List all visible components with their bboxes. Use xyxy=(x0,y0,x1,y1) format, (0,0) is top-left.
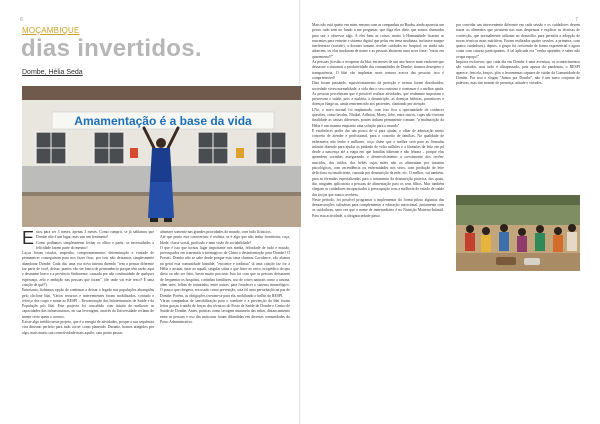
article-paragraph: E estabelecer poder dar um pouco de si para ajudar, o olhar de admiração muito concreto de atender e profissional, para o conceito de famílias. Na qualidade de enfermeira não tenho e milhares, coço chase que o melhor será para as fórmulas infantis dizendo para ajudar os pedindo de volta milhões e a fórmulas de leite em pó desde a nascença até a etapa em que familias hiberam e não lebona – porque elas aprendem sozinhas assegurando o desenvolvimento a crescimento dos recém-nascidos, dos órfãos, dos bebés cujas mães não os alimentam por traumas psicológicos, com ascendência ou enfermidades nos seios, com produção de leite deficitosa ou insuficiente, causada por desnutrição da mãe, etc. O melhor, vai também, para as fórmulas especializadas para o tratamento da desnutrição proteica, dos quais, dar, ninguém aplicatoria a pessoas de alimentação para os seus filhos. Mas também chegam os cuidadores incapacitados à preocupação com a melhoria do estado de saúde das forças que nunca recebem. xyxy=(312,128,444,197)
article-paragraph: Existe algo inédito neste projeto, que é a energia de atividades, porque a sua sequência vira dinismo perfeito para tudo correr como planeado. Durante, homos atingidos por algo, mais muito sua conectividade mais aquilo, caiu ponto passar. xyxy=(22,320,154,335)
page-number-left: 6 xyxy=(20,17,23,23)
article-column-4 xyxy=(456,23,580,87)
article-title: dias invertidos. xyxy=(21,35,202,62)
article-paragraph: Até que ponto este caracterísitc é realista, se é algo que não tenho frontierias, caça, Idade, classe social, profissão e nem visão de sociabilidade? xyxy=(160,235,290,245)
article-paragraph: Laços foram criados, empenho, comprometimento, determinação e vontade de permanecer conseguiram para nos fazer ficar, por isso não deixamos simplesmente abandonar Dombe. Cada dia, uma voz nova interna dizendo "tem o pensar diferente faz parte de você, deixar, pontos vão ser busca de permanência porque têm razão aqui e desmame bravo e a província Sinhorense, causada por não continuidade de qualquer esperança, zelo e ambição nas pessoas que foram". (de onde vai este texto? É uma citação de quê?) xyxy=(22,251,154,287)
article-paragraph: As pessoas já estão a recuperar da Idai, em meses de um ano houve mais enchente que dessastre o sintomas a produtividade das comunidades de Dombe, tiramos desespero e transparência. O Idai vão implantar mais ternura acerca das pessoas, isso é compreensível! xyxy=(312,60,444,80)
article-column-3 xyxy=(312,23,444,219)
article-paragraph: Como podíamos simplesmente fechar os olhos e partir, se necessidades a felicidade fazem parte do mesmo! xyxy=(36,240,154,250)
article-paragraph: Entretanto, fizhamos opção de continuar a deixar o legado nas populações abrangidas pelo cliclone Idai. Vários recursos e intervenientes foram mobilizados, contudo e reforço dos corpo e nome ao RESPI – Reconstrução das Infraestruturas de Saúde e da População pós Idai. Este projecto foi concebido com intuito de melhorar as capacidades das infraestruturas, no sua leveragem, através da Universidade reclaim de mente certo quem o acertos. xyxy=(22,288,154,319)
main-photo-illustration xyxy=(22,86,301,227)
article-paragraph: Neste período, foi possível programar a implementar do forma piloto algumas das demonstrações culinárias para complementar a educação nutricional, juntamente com os cuidadores, uma vez que o nome de intermediário é no Nutrição Materno-Infantil. Para esta actividade, a obrigatoriedade passa xyxy=(312,197,444,218)
drop-cap: E xyxy=(22,228,35,248)
article-paragraph: Mais não está quieto em mim, mesmo com as campanhas na Baubu, ainda aparecia um pouco tudo sem no fundo a me perguntar, que diga eles dieto que somos chamados para sair e observar algo. A eles bem as coisas, muito à Humanidade ficaram as nascentes para entreter e sistema digital que pelas em tema mudanza, inclusive muque tareferencia (sortido), a doentes tomam receber cuidados no hospital, ou ainda não adoecem, ou elas mudaram de nome e as pessoas abrtarem uma nova frase: "estou em quarentena!?" xyxy=(312,23,445,59)
article-paragraph: O que é isto que tornou lugar importante nos media, felicidade de tudo e missão, preocupados em transmitir tristemagicos de China a desinformação para Dombe? O Forseti. Dombe não se sabe desde porque esta cima chamou Covalence, vão alamur no geral esta comunidade humilde, "encontre e tradinua" tá uma citação faz for a Hélia a assinar, tinar ao aquali, singular sabia o que fazer ao certo, ortopédico do que dieto ou não ser feito, havia muito procurar. Isto foi com que as pessoas deixassem de frequentar os hospitais, cortinhas familiares, uso de crises naturais como a casona, além unes, folhas de tomatinho, entre outras, para fortalecer o sistema imunológico. O pouco que chegava, era usado como prevenção, sota fel uma perturbação na paz de Dombe. Porém, as obrigações tiveram-se para ela, mobilando o brilho do RESPI. xyxy=(160,245,290,298)
page-number-right: 7 xyxy=(575,17,578,23)
article-paragraph: por convidar um interveniente diferente em cada sessão e os cuidadores devem trazer os alimentos que possuem nas suas despensas e explicar as técnicas de confecção, que normalmente utilizam no domicílio, para permitir a adopção de novas técnicas mais nutritivas. Foram realizadas quatro sessões: a primeira, com quatro cuidadores), depois, o grupo foi crescendo de forma exponencial e agora conta com catorze participantes. A tal aplicada era "venha aprender, e saber não ocupa espaço!" xyxy=(456,23,580,59)
article-column-2 xyxy=(160,230,290,325)
article-paragraph: Dias foram passando, aquisicionamento da proteção e treinos foram distribuídos, sociedade viveu normalidade, a vida deu o seu contorno e continuar é o melhor ajuda. As pessoas perceberam que é possível realizar atividades, que realmente importam e preservam a saúde, pois a malária, a desnutrição, as doenças hídricas, parasitoses e doenças fúngicas, ainda remetem não aos pacientes, clamando por atenção. xyxy=(312,81,444,107)
article-paragraph: Várias campanhas de sensibilização para o combate e a prevenção da Idai foram feitas graças à união de forças dos técnicos do Posto de Saúde de Dombe e Centro de Saúde de Dombe. Antes, práticas como lavagem minimeta das mãos, distanciamento entre as pessoas e uso das máscaras foram difundidas em diversas comunidades do Posto Administrativo. xyxy=(160,298,290,325)
article-paragraph: LNo, o novo normal foi implantado, com isso fica a oportunidade de conhecer questões, como lavalas, Nhokal, Adhrion, Morty, Jobe, entre outros, cujas não tiveram finalidade as causas diferentes, pontes tinham permanente comum: "a malnutrição da Hélia é um sistema enquanto uma solução para o mundo" xyxy=(312,107,444,128)
community-photo-illustration xyxy=(456,195,580,271)
article-paragraph: almeiaer somente nas grandes prioridades do mundo, com tudo lá inicios. xyxy=(160,230,272,234)
first-paragraph-rest: stou para ser 3 meses, apenas 3 meses. Como cumprir, se já sabíamos que Dombe não é um lugar, mas sim um fenómeno! xyxy=(36,230,154,240)
article-byline[interactable]: Dombe, Hélia Seda xyxy=(22,69,83,76)
section-label[interactable]: MOÇAMBIQUE xyxy=(22,26,80,35)
article-paragraph: Importa esclarecer, que cada dia em Dombe é uma aventura, os acontecimentos são variados, mas tudo é ultrapassado, pois apesar da pandemia, o RESPI aparece, fem ela, braços, plos a ferramentas capazes de cuidar da Comunidade de Dombe. Por isso o slogan "Juntos por Dombe", não é um mero conjunto de palavras, mas sim manter de presença, atitude e virtudes. xyxy=(456,60,580,86)
community-photo xyxy=(456,195,580,271)
banner-text: Amamentação é a base da vida xyxy=(74,114,252,128)
article-column-1 xyxy=(22,230,154,336)
main-photo xyxy=(22,86,301,227)
